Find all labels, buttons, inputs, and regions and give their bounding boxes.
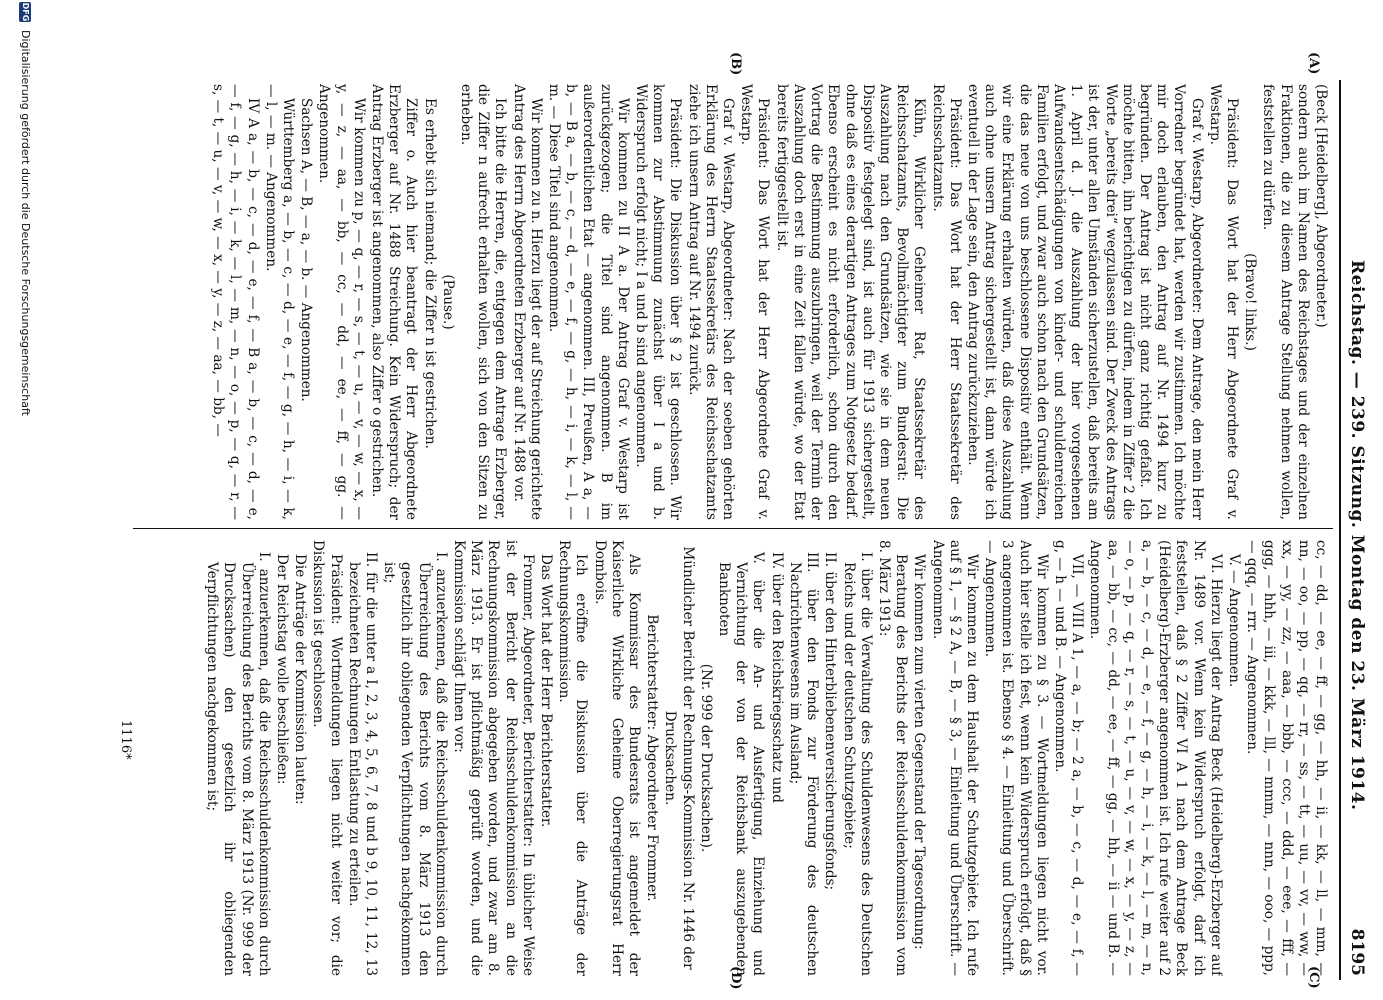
paragraph: Ziffer o. Auch hier beantragt der Herr Abgeordnete Erzberger auf Nr. 1488 Streichung. Kein Widerspruch; der Antrag Erzberger ist angenommen, also Ziffer o gestrichen. (369, 84, 420, 520)
paragraph: VI. Hierzu liegt der Antrag Beck (Heidelberg)-Erzberger auf Nr. 1489 vor. Wenn kein Widerspruch erfolgt, darf ich feststellen, daß § 2 Ziffer VI A 1 nach dem Antrage Beck (Heidelberg)-Erzberger angenommen ist. Ich rufe weiter auf 2 a, — b, — c, — d, — e, — f, — g, — h, — i, — k, — l, — m, — n, — o, — p, — q, — r, — s, — t, — u, — v, — w, — x, — y, — z, — aa, — bb, — cc, — dd, — ee, — ff, — gg, — hh, — ii — und B. — Angenommen. (1087, 540, 1224, 976)
paragraph: Wir kommen zu n. Hierzu liegt der auf Streichung gerichtete Antrag des Herrn Abgeordneten Erzberger auf Nr. 1488 vor. (510, 84, 544, 520)
footer-number: 1116* (118, 720, 133, 760)
paragraph: (Beck [Heidelberg], Abgeordneter.) (1313, 84, 1329, 328)
paragraph: Kühn, Wirklicher Geheimer Rat, Staatssekretär des Reichsschatzamts, Bevollmächtigter zum Bundesrat: Die Auszahlung nach den Grundsätzen, wie sie in dem neuen Dispositiv festgelegt sind, ist auch für 1913 sichergestellt, ohne daß es eines derartigen Antrages zum Notgesetz bedarf. Ebenso erscheint es nicht erforderlich, schon durch den Vortrag die Bestimmung auszubringen, weil der Termin der Auszahlung doch erst in eine Zeit fallen würde, wo der Etat bereits fertiggestellt ist. (773, 84, 928, 520)
paragraph: Wir kommen zu II A a. Der Antrag Graf v. Westarp ist zurückgezogen; die Titel sind angenommen. B im außerordentlichen Etat — angenommen. III, Preußen, A a, — b, — B a, — b, — c, — d, — e, — f, — g, — h, — i, — k, — l, — m. — Diese Titel sind angenommen. (546, 84, 631, 520)
paragraph: Es erhebt sich niemand; die Ziffer n ist gestrichen. (421, 98, 438, 449)
margin-marker-a: (A) (1306, 52, 1321, 75)
digitization-credit (5, 0, 41, 1000)
paragraph: Die Anträge der Kommission lauten: (292, 554, 309, 805)
paragraph: V. über die An- und Ausfertigung, Einziehung und Vernichtung der von der Reichsbank auszugebenden Banknoten (716, 552, 767, 976)
paragraph: Berichterstatter: Abgeordneter Frommer. (644, 614, 661, 902)
paragraph: III. über den Fonds zur Förderung des deutschen Nachrichtenwesens im Ausland; (786, 552, 821, 976)
paragraph: IV. über den Reichskriegsschatz und (768, 552, 785, 803)
column-divider (133, 528, 1333, 529)
paragraph: IV A a, — b, — c, — d, — e, — f, — B a, — b, — c, — d, — e, — f, — g, — h, — i, — k, — l, — m, — n, — o, — p, — q, — r, — s, — t, — u, — v, — w, — x, — y, — z, — aa, — bb, — (210, 84, 261, 520)
paragraph: Präsident: Das Wort hat der Herr Abgeordnete Graf v. Westarp. (1206, 84, 1240, 520)
paragraph: (Bravo! links.) (1242, 253, 1259, 351)
paragraph: V. — Angenommen. (1225, 554, 1242, 688)
paragraph: Graf v. Westarp, Abgeordneter: Nach der soeben gehörten Erklärung des Herrn Staatssekretärs des Reichsschatzamts ziehe ich unsern Antrag auf Nr. 1494 zurück. (685, 84, 737, 520)
left-text-column (139, 84, 1329, 520)
paragraph: Ich eröffne die Diskussion über die Anträge der Rechnungskommission. (556, 540, 590, 976)
paragraph: Präsident: Das Wort hat der Herr Staatssekretär des Reichsschatzamts. (929, 84, 963, 520)
paragraph: (Pause.) (439, 274, 456, 330)
paragraph: I. anzuerkennen, daß die Reichsschuldenkommission durch Überreichung des Berichts vom 8. März 1913 (Nr. 999 der Drucksachen) den gesetzlich ihr obliegenden Verpflichtungen nachgekommen ist; (204, 552, 272, 976)
paragraph: Württemberg a, — b, — c, — d, — e, — f, — g, — h, — i, — k, — l, — m. — Angenommen. (262, 84, 297, 520)
paragraph: (Nr. 999 der Drucksachen). (697, 663, 714, 853)
header-title: Reichstag. — 239. Sitzung. Montag den 23. März 1914. (1347, 260, 1367, 811)
paragraph: Mündlicher Bericht der Rechnungs-Kommission Nr. 1446 der Drucksachen. (662, 546, 696, 970)
credit-text: Digitalisierung gefördert durch die Deutsche Forschungsgemeinschaft (19, 30, 32, 416)
margin-marker-d: (D) (728, 966, 743, 990)
margin-marker-c: (C) (1306, 966, 1321, 989)
paragraph: Wir kommen zum vierten Gegenstand der Tagesordnung: (911, 554, 928, 950)
paragraph: Wir kommen zu p, — q, — r, — s, — t, — u, — v, — w, — x, — y, — z, — aa, — bb, — cc, — dd, — ee, — ff, — gg. — Angenommen. (316, 84, 367, 520)
paragraph: I. anzuerkennen, daß die Reichsschuldenkommission durch Überreichung des Berichts vom 8. März 1913 den gesetzlich ihr obliegenden Verpflichtungen nachgekommen ist; (381, 552, 449, 976)
paragraph: cc, — dd, — ee, — ff, — gg, — hh, — ii, — kk, — ll, — mm, — nn, — oo, — pp, — qq, — rr, — ss, — tt, — uu, — vv, — ww, — xx, — yy, — zz, — aaa, — bbb, — ccc, — ddd, — eee, — fff, — ggg, — hhh, — iii, — kkk, — lll, — mmm, — nnn, — ooo, — ppp, — qqq, — rrr. — Angenommen. (1244, 540, 1329, 976)
right-text-column (139, 540, 1329, 976)
paragraph: Ich bitte die Herren, die, entgegen dem Antrage Erzberger, die Ziffer n aufrecht erhalten wollen, sich von den Sitzen zu erheben. (458, 84, 509, 520)
paragraph: Als Kommissar des Bundesrats ist angemeldet der Kaiserliche Wirkliche Geheime Oberregierungsrat Herr Dombois. (591, 540, 643, 976)
paragraph: I. über die Verwaltung des Schuldenwesens des Deutschen Reichs und der deutschen Schutzgebiete; (840, 552, 874, 976)
paragraph: Wir kommen zu dem Haushalt der Schutzgebiete. Ich rufe auf § 1, — § 2 A, — B, — § 3, — Einleitung und Überschrift. — Angenommen. (929, 540, 980, 976)
page-number: 8195 (1347, 928, 1367, 976)
paragraph: Sachsen A, — B, — a, — b. — Angenommen. (298, 98, 315, 402)
paragraph: Präsident: Das Wort hat der Herr Abgeordnete Graf v. Westarp. (738, 84, 772, 520)
paragraph: Das Wort hat der Herr Berichterstatter. (538, 554, 555, 828)
paragraph: Wir kommen zu § 3. — Wortmeldungen liegen nicht vor. Auch hier stelle ich fest, wenn kein Widerspruch erfolgt, daß § 3 angenommen ist. Ebenso § 4. — Einleitung und Überschrift. — Angenommen. (982, 540, 1050, 976)
paragraph: Präsident: Die Diskussion über § 2 ist geschlossen. Wir kommen zur Abstimmung zunächst über I a und b. Widerspruch erfolgt nicht; I a und b sind angenommen. (633, 84, 684, 520)
running-header (1339, 80, 1371, 980)
paragraph: Der Reichstag wolle beschließen: (274, 554, 291, 785)
paragraph: Frommer, Abgeordneter, Berichterstatter: In üblicher Weise ist der Bericht der Reichsschuldenkommission an die Rechnungskommission abgegeben worden, und zwar am 8. März 1913. Er ist pflichtmäßig geprüft worden, und die Kommission schlägt Ihnen vor: (451, 540, 536, 976)
paragraph: VII, — VIII A 1, — a, — b; — 2 a, — b, — c, — d, — e, — f, — g, — h — und B. — Angenommen. (1051, 540, 1086, 976)
paragraph: II. über den Hinterbliebenenversicherungsfonds; (822, 552, 839, 891)
paragraph: Graf v. Westarp, Abgeordneter: Dem Antrage, den mein Herr Vorredner begründet hat, werden wir zustimmen. Ich möchte mir doch erlauben, den Antrag auf Nr. 1494 kurz zu begründen. Der Antrag ist nicht ganz richtig gefaßt. Ich möchte bitten, ihn berichtigen zu dürfen, indem in Ziffer 2 die Worte „bereits drei“ wegzulassen sind. Der Zweck des Antrags ist der, unter allen Umständen sicherzustellen, daß bereits am 1. April d. J. die Auszahlung der hier vorgesehenen Aufwandsentschädigungen von kinder- und schuldenreichen Familien erfolgt, und zwar auch schon nach den Grundsätzen, die das neue von uns beschlossene Dispositiv enthält. Wenn wir eine Erklärung erhalten würden, daß diese Auszahlung auch ohne unsern Antrag sichergestellt ist, dann würde ich eventuell in der Lage sein, den Antrag zurückzuziehen. (964, 84, 1205, 520)
paragraph: sondern auch im Namen des Reichstages und der einzelnen Fraktionen, die zu diesem Antrage Stellung nehmen wollen, feststellen zu dürfen. (1260, 84, 1311, 520)
paragraph: Beratung des Berichts der Reichsschuldenkommission vom 8. März 1913: (875, 540, 910, 976)
dfg-logo-icon: DFG (21, 2, 30, 22)
paragraph: II. für die unter a I, 2, 3, 4, 5, 6, 7, 8 und b 9, 10, 11, 12, 13 bezeichneten Rechnungen Entlastung zu erteilen. (345, 552, 380, 976)
paragraph: Präsident: Wortmeldungen liegen nicht weiter vor; die Diskussion ist geschlossen. (310, 540, 344, 976)
margin-marker-b: (B) (728, 52, 743, 76)
